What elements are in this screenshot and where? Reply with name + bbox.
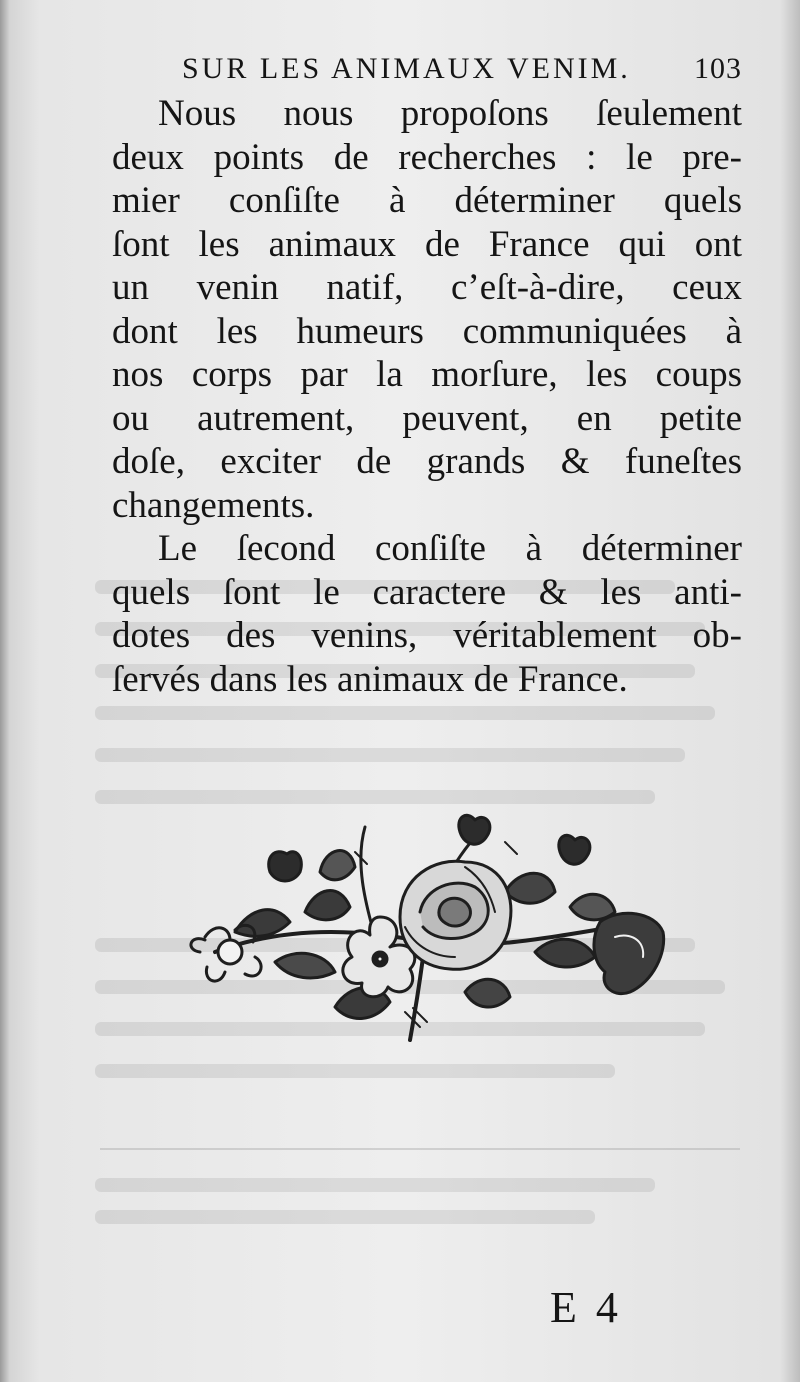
body-text [112, 92, 742, 701]
text-line: dotes des venins, véritablement ob- [112, 615, 742, 656]
text-line: dont les humeurs communiquées à [112, 310, 742, 352]
text-line: quels ſont le caractere & les anti- [112, 571, 742, 613]
footnote-rule-show-through [100, 1148, 740, 1150]
text-line: Le ſecond conſiſte à déterminer [158, 528, 742, 569]
text-line: changements. [112, 484, 315, 526]
text-line: mier conſiſte à déterminer quels [112, 180, 742, 221]
running-head [182, 52, 742, 86]
text-line: ſervés dans les animaux de France. [112, 658, 628, 700]
floral-woodcut-icon [175, 812, 670, 1047]
text-line: doſe, exciter de grands & funeſtes [112, 441, 742, 482]
text-line: deux points de recherches : le pre- [112, 136, 742, 178]
running-head-title: SUR LES ANIMAUX VENIM. [182, 52, 631, 85]
text-line: Nous nous propoſons ſeulement [158, 93, 742, 134]
text-line: ſont les animaux de France qui ont [112, 223, 742, 265]
signature-mark: E 4 [550, 1283, 622, 1332]
page-gutter-shadow [0, 0, 10, 1382]
text-line: nos corps par la morſure, les coups [112, 354, 742, 395]
page-number: 103 [694, 52, 742, 85]
text-line: ou autrement, peuvent, en petite [112, 397, 742, 439]
text-line: un venin natif, c’eſt-à-dire, ceux [112, 267, 742, 308]
